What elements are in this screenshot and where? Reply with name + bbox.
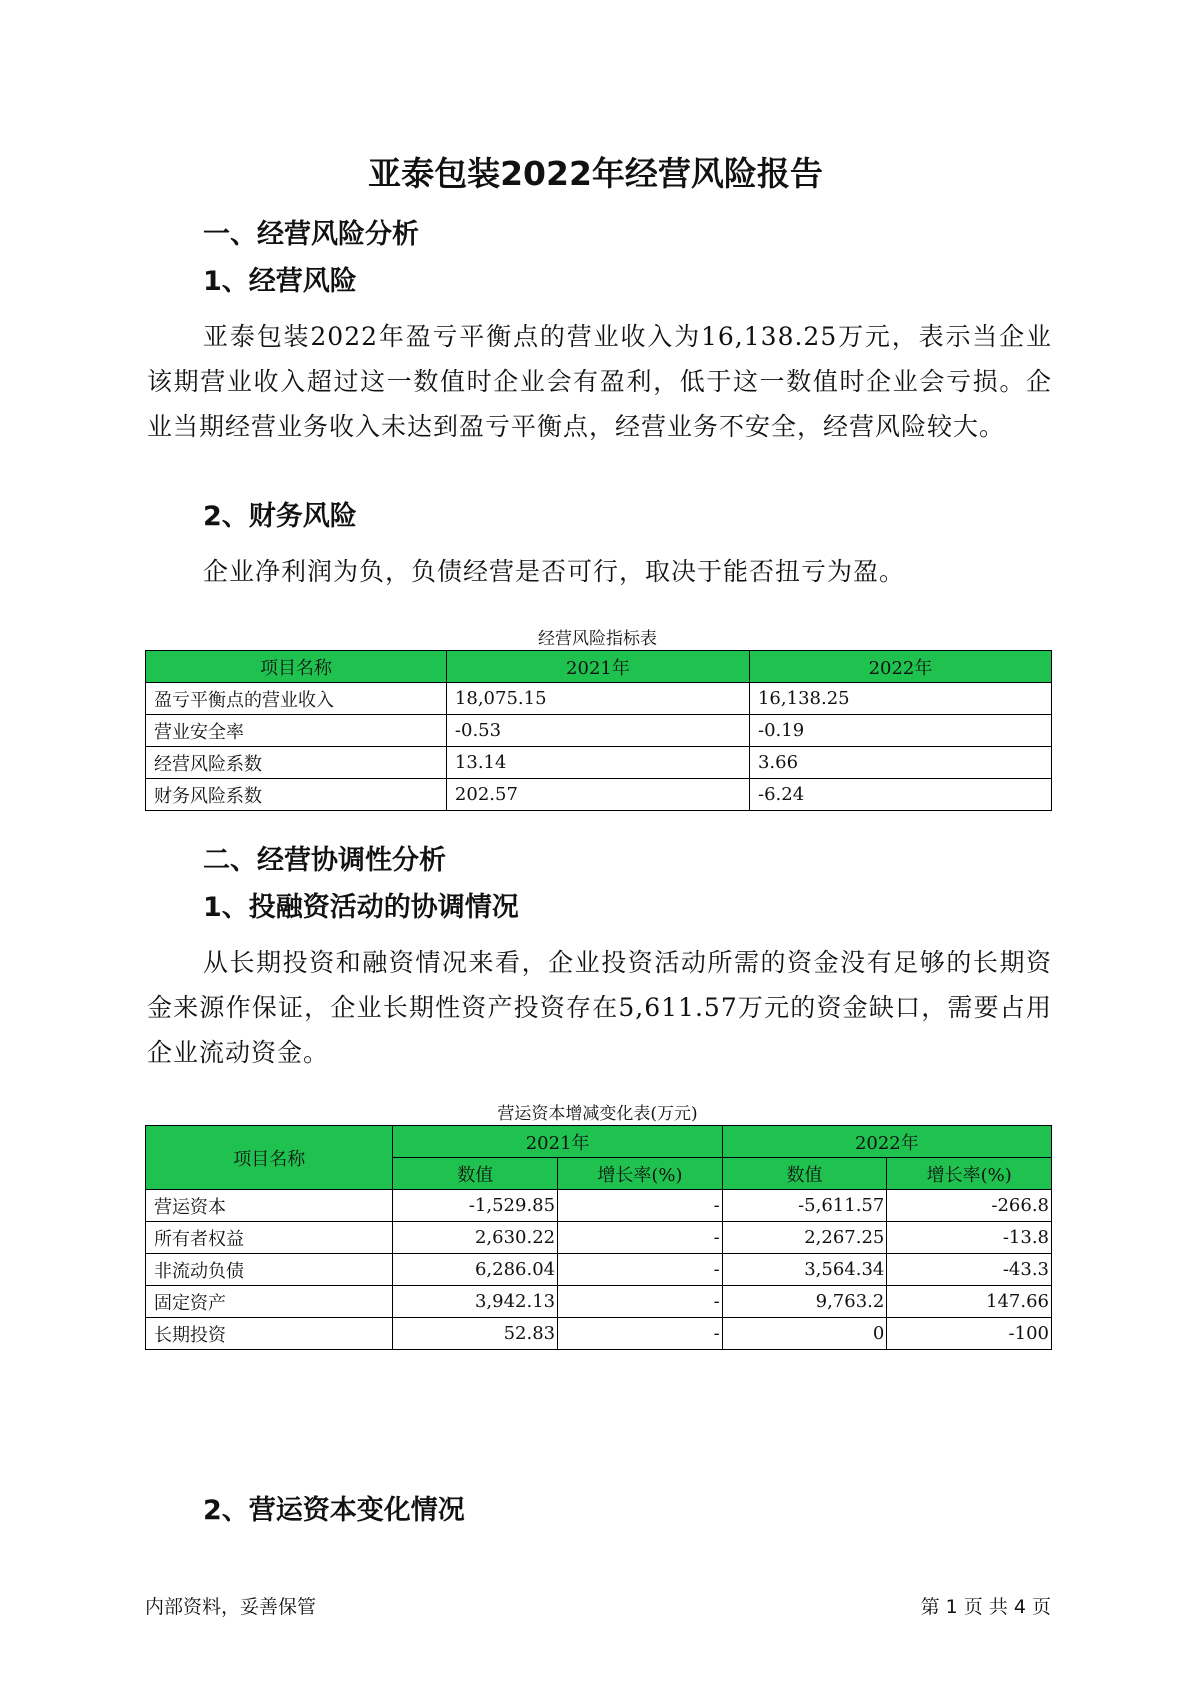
working-capital-table bbox=[145, 1125, 1052, 1350]
table-row bbox=[146, 683, 1052, 715]
table-row bbox=[146, 747, 1052, 779]
table-row bbox=[146, 1190, 1052, 1222]
table-cell: 16,138.25 bbox=[749, 683, 1051, 715]
table-cell: 6,286.04 bbox=[393, 1254, 558, 1286]
subheading-working-capital-change: 2、营运资本变化情况 bbox=[203, 1495, 465, 1526]
table-cell: 盈亏平衡点的营业收入 bbox=[146, 683, 447, 715]
table-cell: 52.83 bbox=[393, 1318, 558, 1350]
table-cell: 147.66 bbox=[887, 1286, 1052, 1318]
page-title: 亚泰包装2022年经营风险报告 bbox=[368, 154, 823, 193]
table-cell: -0.19 bbox=[749, 715, 1051, 747]
column-header: 2021年 bbox=[393, 1126, 722, 1158]
paragraph-financial-risk: 企业净利润为负，负债经营是否可行，取决于能否扭亏为盈。 bbox=[203, 557, 906, 586]
section-heading-coordination-analysis: 二、经营协调性分析 bbox=[203, 845, 446, 876]
risk-indicator-table bbox=[145, 650, 1052, 811]
table-cell: -13.8 bbox=[887, 1222, 1052, 1254]
table-row bbox=[146, 1286, 1052, 1318]
table-cell: -5,611.57 bbox=[722, 1190, 887, 1222]
column-header: 项目名称 bbox=[146, 651, 447, 683]
footer-confidential-note: 内部资料，妥善保管 bbox=[145, 1596, 317, 1618]
table-cell: - bbox=[558, 1190, 723, 1222]
table-row bbox=[146, 1254, 1052, 1286]
table-cell: 3,942.13 bbox=[393, 1286, 558, 1318]
column-header: 项目名称 bbox=[146, 1126, 393, 1190]
table-caption-working-capital: 营运资本增减变化表(万元) bbox=[497, 1104, 698, 1124]
table-cell: - bbox=[558, 1222, 723, 1254]
table-cell: - bbox=[558, 1286, 723, 1318]
table-cell: -1,529.85 bbox=[393, 1190, 558, 1222]
table-cell: 非流动负债 bbox=[146, 1254, 393, 1286]
page-number: 第 1 页 共 4 页 bbox=[920, 1596, 1051, 1618]
table-cell: 2,267.25 bbox=[722, 1222, 887, 1254]
table-cell: 202.57 bbox=[446, 779, 749, 811]
table-cell: 9,763.2 bbox=[722, 1286, 887, 1318]
column-header: 增长率(%) bbox=[887, 1158, 1052, 1190]
table-cell: 财务风险系数 bbox=[146, 779, 447, 811]
column-header: 增长率(%) bbox=[558, 1158, 723, 1190]
table-cell: -100 bbox=[887, 1318, 1052, 1350]
table-cell: -0.53 bbox=[446, 715, 749, 747]
table-row bbox=[146, 1318, 1052, 1350]
table-cell: 营业安全率 bbox=[146, 715, 447, 747]
subheading-investment-financing: 1、投融资活动的协调情况 bbox=[203, 892, 519, 923]
table-row bbox=[146, 715, 1052, 747]
column-header: 2021年 bbox=[446, 651, 749, 683]
table-cell: 长期投资 bbox=[146, 1318, 393, 1350]
table-cell: -266.8 bbox=[887, 1190, 1052, 1222]
table-cell: 3,564.34 bbox=[722, 1254, 887, 1286]
column-header: 数值 bbox=[722, 1158, 887, 1190]
paragraph-investment-financing: 从长期投资和融资情况来看，企业投资活动所需的资金没有足够的长期资金来源作保证，企业长期性资产投资存在5,611.57万元的资金缺口，需要占用企业流动资金。 bbox=[147, 948, 1052, 1067]
table-cell: 18,075.15 bbox=[446, 683, 749, 715]
column-header: 2022年 bbox=[749, 651, 1051, 683]
table-cell: 2,630.22 bbox=[393, 1222, 558, 1254]
table-row bbox=[146, 779, 1052, 811]
table-header-row bbox=[146, 651, 1052, 683]
column-header: 数值 bbox=[393, 1158, 558, 1190]
table-cell: - bbox=[558, 1318, 723, 1350]
table-cell: -43.3 bbox=[887, 1254, 1052, 1286]
table-row bbox=[146, 1222, 1052, 1254]
table-header-row bbox=[146, 1126, 1052, 1158]
table-cell: 0 bbox=[722, 1318, 887, 1350]
table-cell: 固定资产 bbox=[146, 1286, 393, 1318]
paragraph-operating-risk: 亚泰包装2022年盈亏平衡点的营业收入为16,138.25万元，表示当企业该期营业收入超过这一数值时企业会有盈利，低于这一数值时企业会亏损。企业当期经营业务收入未达到盈亏平衡点，经营业务不安全，经营风险较大。 bbox=[147, 322, 1052, 441]
table-cell: 所有者权益 bbox=[146, 1222, 393, 1254]
table-cell: 3.66 bbox=[749, 747, 1051, 779]
table-cell: 经营风险系数 bbox=[146, 747, 447, 779]
table-cell: 13.14 bbox=[446, 747, 749, 779]
table-cell: - bbox=[558, 1254, 723, 1286]
subheading-financial-risk: 2、财务风险 bbox=[203, 501, 357, 532]
table-cell: 营运资本 bbox=[146, 1190, 393, 1222]
table-cell: -6.24 bbox=[749, 779, 1051, 811]
column-header: 2022年 bbox=[722, 1126, 1051, 1158]
section-heading-risk-analysis: 一、经营风险分析 bbox=[203, 219, 419, 250]
table-caption-risk-indicators: 经营风险指标表 bbox=[538, 629, 657, 649]
subheading-operating-risk: 1、经营风险 bbox=[203, 266, 357, 297]
